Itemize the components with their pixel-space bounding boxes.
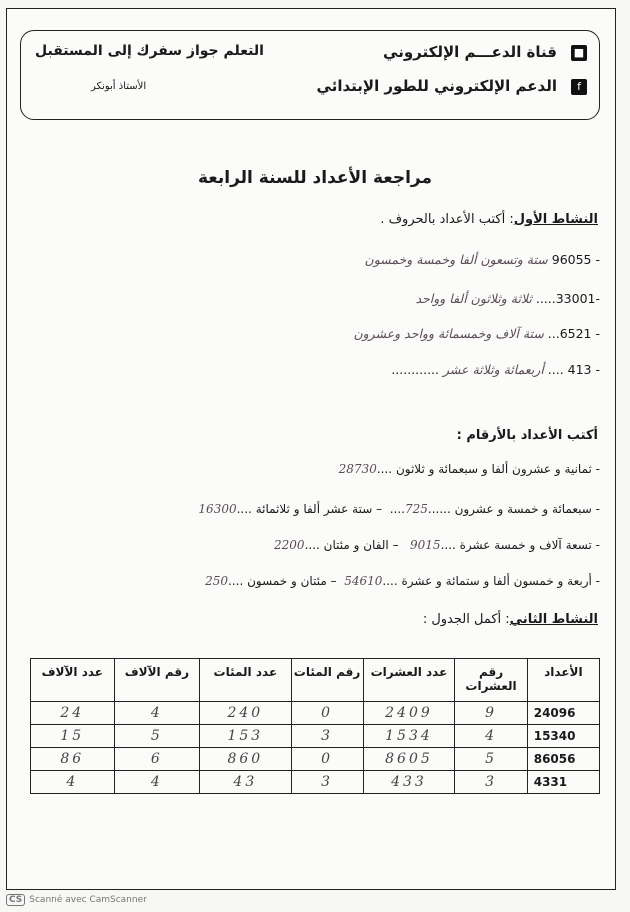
column-header: رقم العشرات bbox=[455, 659, 527, 702]
table-cell: 24096 bbox=[527, 702, 599, 725]
table-cell: 15340 bbox=[527, 725, 599, 748]
column-header: رقم الآلاف bbox=[114, 659, 200, 702]
scanner-footer bbox=[6, 894, 147, 906]
handwritten-answer: 54610 bbox=[344, 574, 383, 588]
table-header-row bbox=[31, 659, 600, 702]
line-number: 33001 bbox=[555, 291, 596, 306]
table-cell: 860 bbox=[200, 748, 291, 771]
line-number: 6521 bbox=[559, 326, 592, 341]
table-row bbox=[31, 771, 600, 794]
table-cell: 9 bbox=[455, 702, 527, 725]
table-row bbox=[31, 748, 600, 771]
table-cell: 2409 bbox=[363, 702, 455, 725]
table-cell: 3 bbox=[291, 725, 363, 748]
number-words: مئتان و خمسون bbox=[247, 574, 327, 588]
slogan: التعلم جواز سفرك إلى المستقبل bbox=[35, 43, 264, 59]
handwritten-answer: ثلاثة وثلاثون ألفا وواحد bbox=[415, 291, 532, 306]
activity2-label: النشاط الثاني bbox=[509, 612, 598, 627]
handwritten-answer: 28730 bbox=[338, 462, 377, 476]
table-cell: 4 bbox=[114, 771, 200, 794]
table-cell: 15 bbox=[31, 725, 115, 748]
handwritten-answer: ستة وتسعون ألفا وخمسة وخمسون bbox=[364, 252, 548, 267]
page-title: مراجعة الأعداد للسنة الرابعة bbox=[197, 168, 433, 188]
table-cell: 24 bbox=[31, 702, 115, 725]
list-item: - 6521... ستة آلاف وخمسمائة وواحد وعشرون bbox=[353, 326, 600, 341]
column-header: عدد العشرات bbox=[363, 659, 455, 702]
table-cell: 0 bbox=[291, 748, 363, 771]
table-cell: 8605 bbox=[363, 748, 455, 771]
table-cell: 43 bbox=[200, 771, 291, 794]
table-cell: 0 bbox=[291, 702, 363, 725]
channel-name: قناة الدعـــم الإلكتروني bbox=[383, 43, 557, 61]
line-number: 96055 bbox=[551, 252, 592, 267]
handwritten-answer: أربعمائة وثلاثة عشر bbox=[442, 362, 544, 377]
activity1-instruction: : أكتب الأعداد بالحروف . bbox=[380, 212, 514, 227]
list-item: - 413 .... أربعمائة وثلاثة عشر ............ bbox=[391, 362, 600, 377]
facebook-icon: f bbox=[571, 79, 587, 95]
table-cell: 4 bbox=[31, 771, 115, 794]
table-cell: 153 bbox=[200, 725, 291, 748]
handwritten-answer: 725 bbox=[404, 502, 428, 516]
table-cell: 5 bbox=[114, 725, 200, 748]
table-cell: 3 bbox=[455, 771, 527, 794]
header-box bbox=[20, 30, 600, 120]
list-item: - تسعة آلاف و خمسة عشرة ....9015 – الفان و مئتان ....2200 bbox=[274, 538, 600, 552]
table-cell: 86 bbox=[31, 748, 115, 771]
column-header: رقم المئات bbox=[291, 659, 363, 702]
column-header: عدد الآلاف bbox=[31, 659, 115, 702]
handwritten-answer: 2200 bbox=[274, 538, 305, 552]
number-words: - ثمانية و عشرون ألفا و سبعمائة و ثلاثون bbox=[395, 462, 600, 476]
column-header: الأعداد bbox=[527, 659, 599, 702]
camscanner-icon: CS bbox=[6, 894, 25, 906]
table-cell: 1534 bbox=[363, 725, 455, 748]
list-item: - أربعة و خمسون ألفا و ستمائة و عشرة ....54610 – مئتان و خمسون ....250 bbox=[205, 574, 600, 588]
line-number: 413 bbox=[567, 362, 592, 377]
table-cell: 240 bbox=[200, 702, 291, 725]
activity1b-instruction: أكتب الأعداد بالأرقام : bbox=[456, 428, 598, 443]
table-cell: 4 bbox=[455, 725, 527, 748]
list-item: -33001..... ثلاثة وثلاثون ألفا وواحد bbox=[415, 291, 600, 306]
page-name: الدعم الإلكتروني للطور الإبتدائي bbox=[316, 77, 557, 95]
handwritten-answer: ستة آلاف وخمسمائة وواحد وعشرون bbox=[353, 326, 544, 341]
list-item: - ثمانية و عشرون ألفا و سبعمائة و ثلاثون ....28730 bbox=[338, 462, 600, 476]
number-words: ستة عشر ألفا و ثلاثمائة bbox=[255, 502, 373, 516]
number-words: - أربعة و خمسون ألفا و ستمائة و عشرة bbox=[401, 574, 600, 588]
list-item: - سبعمائة و خمسة و عشرون ......725.... – ستة عشر ألفا و ثلاثمائة ....16300 bbox=[198, 502, 600, 516]
activity1-heading bbox=[380, 212, 598, 227]
table-cell: 433 bbox=[363, 771, 455, 794]
table-cell: 86056 bbox=[527, 748, 599, 771]
video-icon: ■ bbox=[571, 45, 587, 61]
number-words: - سبعمائة و خمسة و عشرون bbox=[454, 502, 600, 516]
teacher-name: الأستاذ أبونكر bbox=[91, 81, 147, 92]
handwritten-answer: 250 bbox=[205, 574, 229, 588]
list-item: - 96055 ستة وتسعون ألفا وخمسة وخمسون bbox=[364, 252, 600, 267]
activity1-label: النشاط الأول bbox=[513, 212, 598, 227]
table-cell: 4331 bbox=[527, 771, 599, 794]
table-row bbox=[31, 725, 600, 748]
number-words: الفان و مئتان bbox=[323, 538, 389, 552]
number-words: - تسعة آلاف و خمسة عشرة bbox=[459, 538, 600, 552]
table-cell: 4 bbox=[114, 702, 200, 725]
scanner-text: Scanné avec CamScanner bbox=[29, 895, 147, 905]
table-cell: 5 bbox=[455, 748, 527, 771]
table-cell: 6 bbox=[114, 748, 200, 771]
activity2-instruction: : أكمل الجدول : bbox=[422, 612, 510, 627]
handwritten-answer: 9015 bbox=[410, 538, 441, 552]
handwritten-answer: 16300 bbox=[198, 502, 237, 516]
table-cell: 3 bbox=[291, 771, 363, 794]
column-header: عدد المئات bbox=[200, 659, 291, 702]
activity2-heading bbox=[423, 612, 598, 627]
table-row bbox=[31, 702, 600, 725]
numbers-table bbox=[30, 658, 600, 794]
